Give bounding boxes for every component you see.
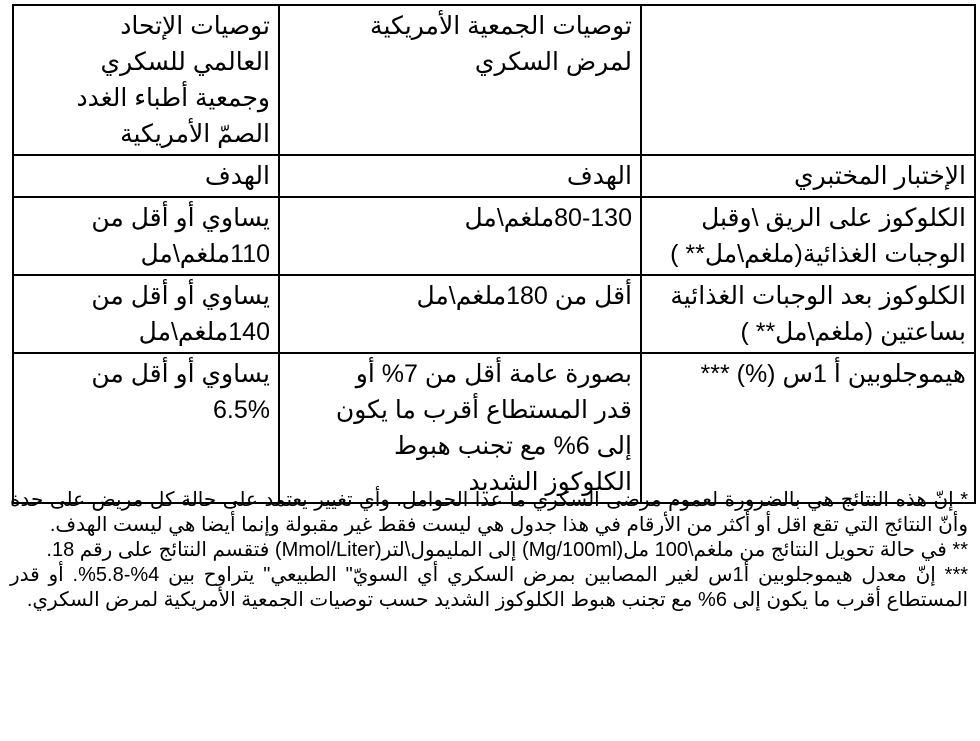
header-empty-cell bbox=[641, 5, 975, 155]
table-row bbox=[13, 197, 975, 275]
header-ada: توصيات الجمعية الأمريكية لمرض السكري bbox=[279, 5, 641, 155]
row-idf-cell: يساوي أو أقل من 110ملغم\مل bbox=[13, 197, 279, 275]
row-ada-cell: أقل من 180ملغم\مل bbox=[279, 275, 641, 353]
table-header-row bbox=[13, 5, 975, 155]
row-test-cell: الكلوكوز بعد الوجبات الغذائية بساعتين (ملغم\مل** ) bbox=[641, 275, 975, 353]
row-test-cell: الكلوكوز على الريق \وقبل الوجبات الغذائية(ملغم\مل** ) bbox=[641, 197, 975, 275]
subheader-goal-idf: الهدف bbox=[13, 155, 279, 197]
footnote-3: *** إنّ معدل هيموجلوبين أ1س لغير المصابين بمرض السكري أي السويّ" الطبيعي" يتراوح بين 4%-5.8%. أو قدر المستطاع أقرب ما يكون إلى 6% مع تجنب هبوط الكلوكوز الشديد حسب توصيات الجمعية الأمريكية لمرض السكري. bbox=[10, 564, 969, 611]
subheader-goal-ada: الهدف bbox=[279, 155, 641, 197]
row-test-cell: هيموجلوبين أ 1س (%) *** bbox=[641, 353, 975, 503]
row-idf-cell: يساوي أو أقل من 140ملغم\مل bbox=[13, 275, 279, 353]
table-row bbox=[13, 353, 975, 503]
footnote-2: ** في حالة تحويل النتائج من ملغم\100 مل(Mg/100ml) إلى المليمول\لتر(Mmol/Liter) فتقسم النتائج على رقم 18. bbox=[46, 539, 968, 561]
table-row bbox=[13, 275, 975, 353]
recommendations-table bbox=[12, 4, 976, 504]
header-idf: توصيات الإتحاد العالمي للسكري وجمعية أطباء الغدد الصمّ الأمريكية bbox=[13, 5, 279, 155]
row-ada-cell: 80-130ملغم\مل bbox=[279, 197, 641, 275]
subheader-test: الإختبار المختبري bbox=[641, 155, 975, 197]
row-idf-cell: يساوي أو أقل من 6.5% bbox=[13, 353, 279, 503]
table-subheader-row bbox=[13, 155, 975, 197]
footnotes bbox=[10, 488, 968, 613]
footnote-1: * إنّ هذه النتائج هي بالضرورة لعموم مرضى السكري ما عدا الحوامل. وأي تغيير يعتمد على حالة كل مريض على حدة وأنّ النتائج التي تقع اقل أو أكثر من الأرقام في هذا جدول هي ليست فقط غير مقبولة وإنما أيضا هي ليست الهدف. bbox=[10, 489, 968, 536]
row-ada-cell: بصورة عامة أقل من 7% أو قدر المستطاع أقرب ما يكون إلى 6% مع تجنب هبوط الكلوكوز الشديد bbox=[279, 353, 641, 503]
